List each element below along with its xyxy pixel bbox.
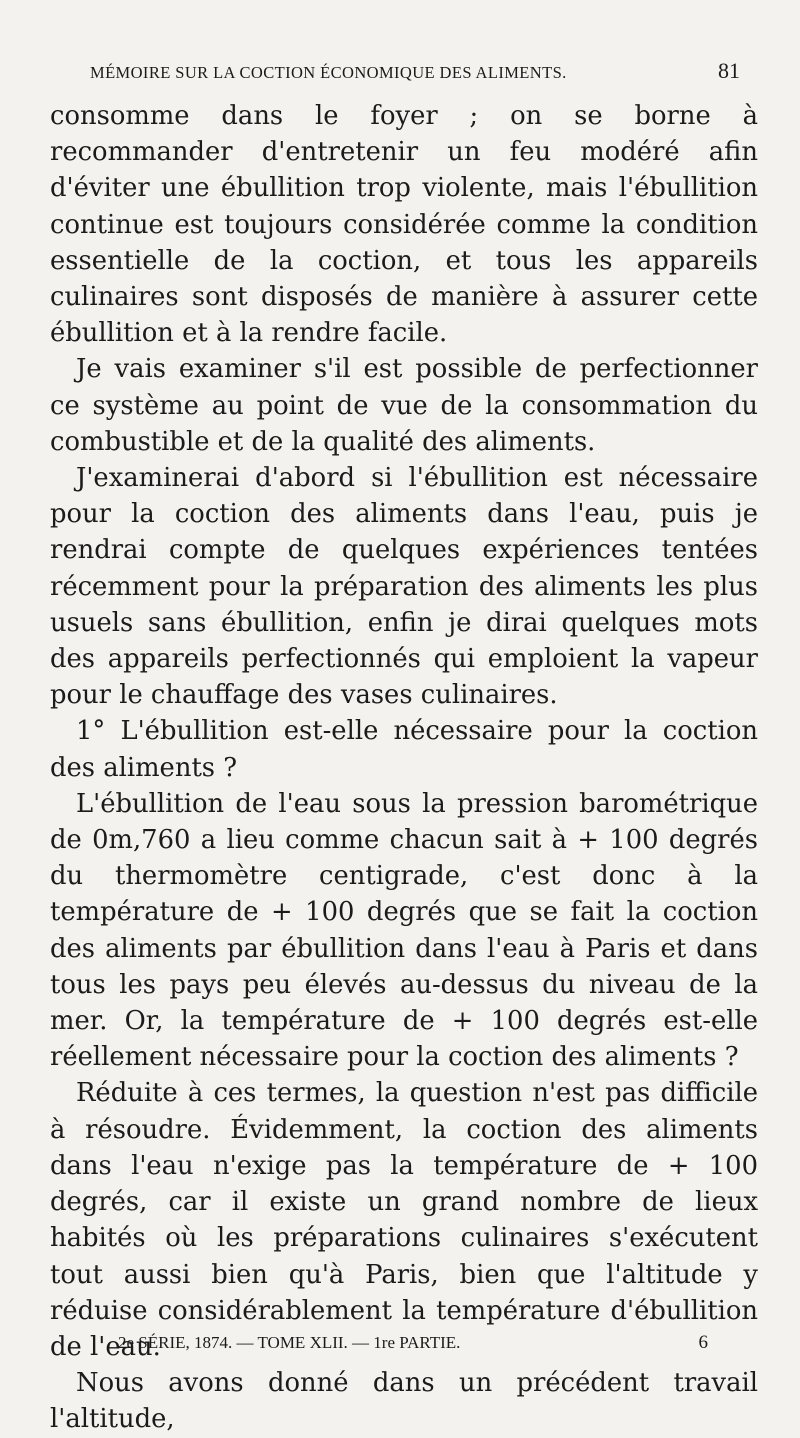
section-heading: 1° L'ébullition est-elle nécessaire pour la coction des aliments ? xyxy=(50,716,758,783)
series-info: 2e SÉRIE, 1874. — TOME XLII. — 1re PARTIE. xyxy=(118,1333,461,1352)
body-text xyxy=(50,98,758,1438)
page-number: 81 xyxy=(718,58,740,83)
paragraph-continuation: consomme dans le foyer ; on se borne à recommander d'entretenir un feu modéré afin d'éviter une ébullition trop violente, mais l'ébullition continue est toujours considérée comme la condition essentielle de la coction, et tous les appareils culinaires sont disposés de manière à assurer cette ébullition et à la rendre facile. xyxy=(50,101,758,349)
paragraph: Je vais examiner s'il est possible de perfectionner ce système au point de vue de la consommation du combustible et de la qualité des aliments. xyxy=(50,354,758,457)
running-head xyxy=(90,58,740,84)
page-footer xyxy=(118,1332,708,1354)
paragraph: J'examinerai d'abord si l'ébullition est nécessaire pour la coction des aliments dans l'eau, puis je rendrai compte de quelques expériences tentées récemment pour la préparation des aliments les plus usuels sans ébullition, enfin je dirai quelques mots des appareils perfectionnés qui emploient la vapeur pour le chauffage des vases culinaires. xyxy=(50,463,758,711)
paragraph: L'ébullition de l'eau sous la pression barométrique de 0m,760 a lieu comme chacun sait à + 100 degrés du thermomètre centigrade, c'est donc à la température de + 100 degrés que se fait la coction des aliments par ébullition dans l'eau à Paris et dans tous les pays peu élevés au-dessus du niveau de la mer. Or, la température de + 100 degrés est-elle réellement nécessaire pour la coction des aliments ? xyxy=(50,788,758,1073)
running-title: MÉMOIRE SUR LA COCTION ÉCONOMIQUE DES ALIMENTS. xyxy=(90,63,567,82)
paragraph: Réduite à ces termes, la question n'est pas difficile à résoudre. Évidemment, la coction des aliments dans l'eau n'exige pas la température de + 100 degrés, car il existe un grand nombre de lieux habités où les préparations culinaires s'exécutent tout aussi bien qu'à Paris, bien que l'altitude y réduise considérablement la température d'ébullition de l'eau. xyxy=(50,1078,758,1362)
signature-mark: 6 xyxy=(698,1332,708,1353)
paragraph: Nous avons donné dans un précédent travail l'altitude, xyxy=(50,1368,758,1435)
